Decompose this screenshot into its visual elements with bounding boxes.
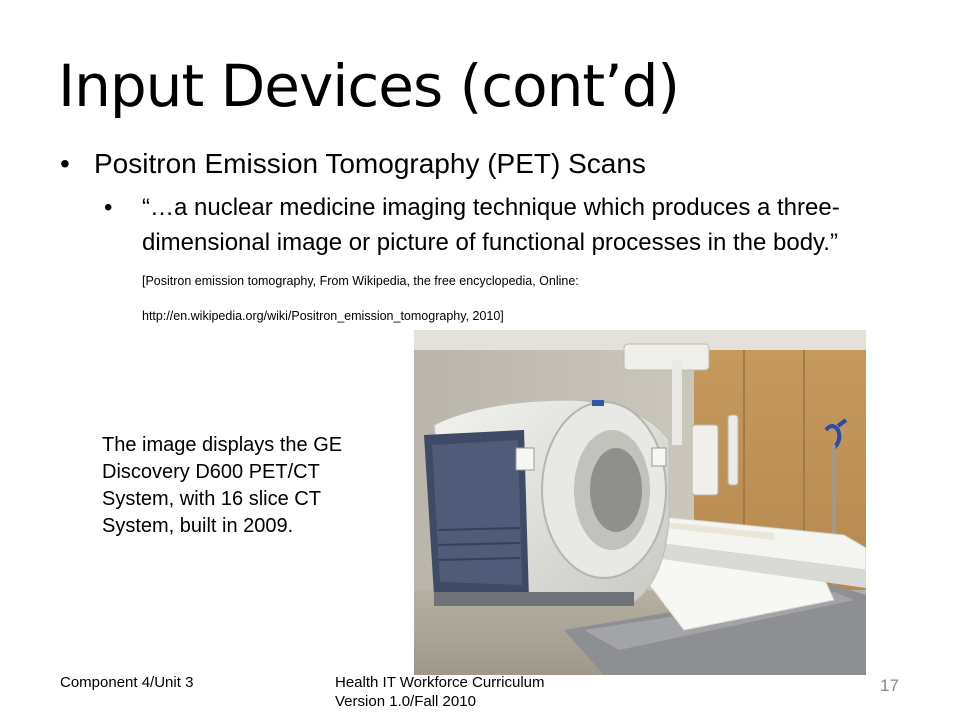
bullet-marker: • — [60, 148, 70, 179]
bullet-text-definition — [142, 190, 862, 330]
page-number: 17 — [880, 676, 899, 695]
pet-ct-scanner-photo — [414, 330, 866, 675]
footer-curriculum — [335, 673, 545, 711]
footer-component-unit: Component 4/Unit 3 — [60, 674, 194, 691]
bullet-text-pet-scans: Positron Emission Tomography (PET) Scans — [94, 148, 646, 179]
definition-quote: “…a nuclear medicine imaging technique which produces a three-dimensional image or picture of functional processes in the body.” — [142, 194, 840, 256]
pet-ct-scanner-illustration — [414, 330, 866, 675]
footer-curriculum-line1: Health IT Workforce Curriculum — [335, 674, 545, 691]
slide-title: Input Devices (cont’d) — [58, 52, 680, 120]
footer-version: Version 1.0/Fall 2010 — [335, 693, 476, 710]
bullet-marker: • — [104, 194, 113, 221]
image-caption: The image displays the GE Discovery D600 PET/CT System, with 16 slice CT System, built in 2009. — [102, 434, 343, 537]
definition-citation: [Positron emission tomography, From Wikipedia, the free encyclopedia, Online: http://en.wikipedia.org/wiki/Positron_emission_tomography, 2010] — [142, 274, 579, 323]
